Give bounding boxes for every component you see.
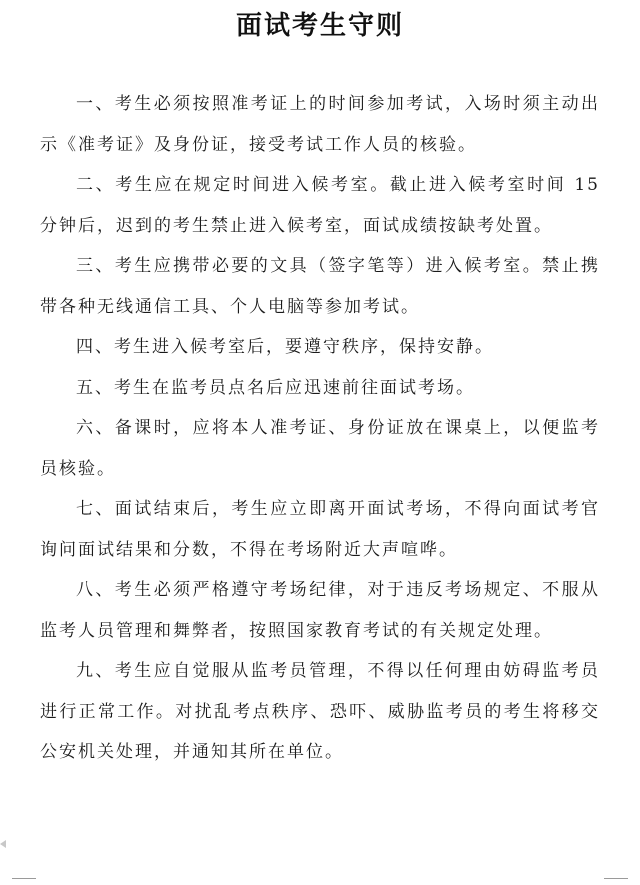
- rule-3: 三、考生应携带必要的文具（签字笔等）进入候考室。禁止携带各种无线通信工具、个人电脑等参加考试。: [40, 256, 600, 317]
- margin-arrow-icon: [0, 840, 6, 848]
- rule-4: 四、考生进入候考室后，要遵守秩序，保持安静。: [76, 337, 494, 357]
- rule-5: 五、考生在监考员点名后应迅速前往面试考场。: [76, 377, 475, 398]
- document-title: 面试考生守则: [235, 11, 404, 41]
- rule-8: 八、考生必须严格遵守考场纪律，对于违反考场规定、不服从监考人员管理和舞弊者，按照国家教育考试的有关规定处理。: [40, 580, 600, 641]
- rule-9: 九、考生应自觉服从监考员管理，不得以任何理由妨碍监考员进行正常工作。对扰乱考点秩序、恐吓、威胁监考员的考生将移交公安机关处理，并通知其所在单位。: [40, 661, 600, 762]
- rule-1: 一、考生必须按照准考证上的时间参加考试，入场时须主动出示《准考证》及身份证，接受考试工作人员的核验。: [40, 94, 600, 155]
- rule-6: 六、备课时，应将本人准考证、身份证放在课桌上，以便监考员核验。: [40, 418, 600, 479]
- rule-7: 七、面试结束后，考生应立即离开面试考场，不得向面试考官询问面试结果和分数，不得在考场附近大声喧哗。: [40, 499, 600, 560]
- rule-2: 二、考生应在规定时间进入候考室。截止进入候考室时间 15 分钟后，迟到的考生禁止进入候考室，面试成绩按缺考处置。: [40, 175, 600, 236]
- rules-list: [40, 84, 600, 773]
- page-corner-mark-left: [12, 878, 36, 879]
- page-corner-mark-right: [604, 878, 628, 879]
